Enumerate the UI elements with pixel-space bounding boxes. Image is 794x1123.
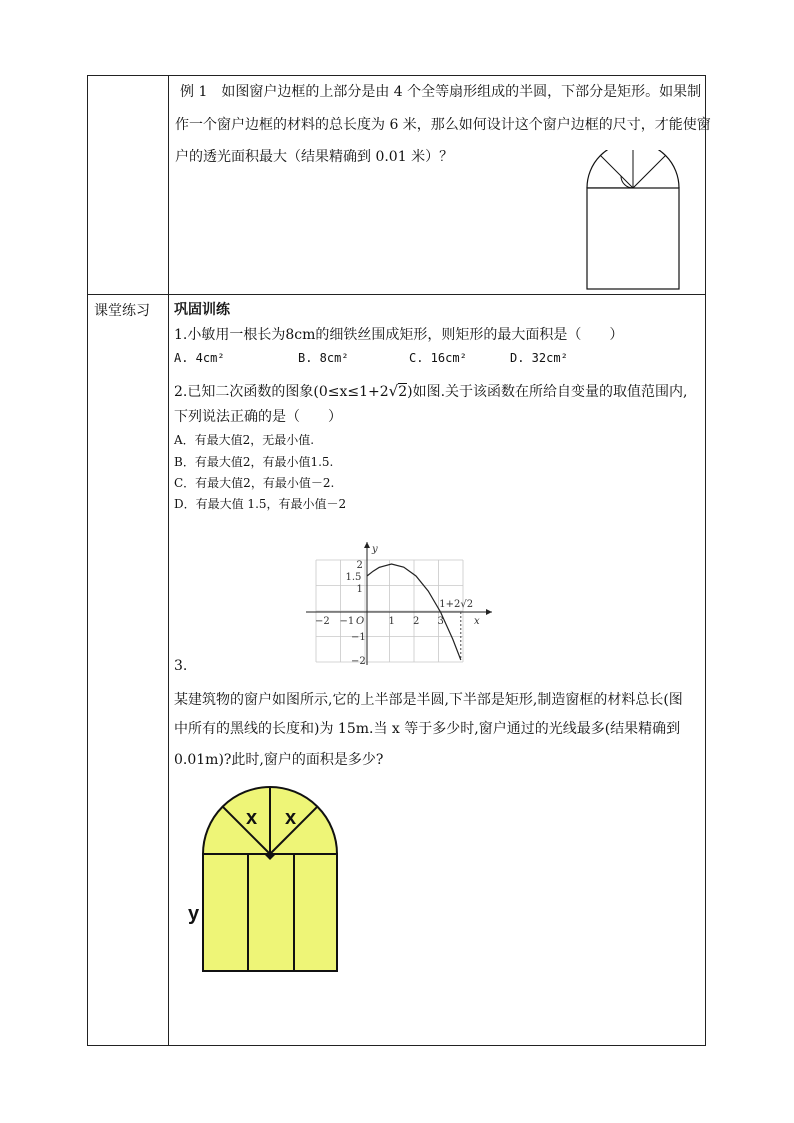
x-axis-arrow (486, 609, 492, 615)
q2-stem-line1 (174, 381, 688, 402)
q3-label-y: y (188, 903, 200, 925)
x-tick-label: −1 (339, 616, 355, 627)
x-tick-label: −2 (315, 616, 330, 627)
x-tick-label: 2 (413, 616, 420, 627)
row-label-class-practice: 课堂练习 (94, 303, 150, 319)
row-divider (88, 294, 705, 295)
q3-label-x-left: x (246, 807, 258, 829)
x-tick-label: 1 (388, 616, 395, 627)
q1-stem: 1.小敏用一根长为8cm的细铁丝围成矩形，则矩形的最大面积是（ ） (174, 327, 624, 343)
q2-stem-part1: 2.已知二次函数的图象(0≤x≤1+2 (174, 384, 389, 400)
example1-line1: 例 1 如图窗户边框的上部分是由 4 个全等扇形组成的半圆，下部分是矩形。如果制 (180, 84, 702, 100)
q3-line3: 0.01m)?此时,窗户的面积是多少? (174, 752, 384, 768)
y-tick-label: −2 (351, 656, 366, 665)
y-tick-label: 2 (356, 560, 363, 571)
x-tick-label: O (356, 616, 365, 627)
q2-option-a: A．有最大值2，无最小值. (174, 433, 315, 447)
q1-option-d: D. 32cm² (510, 351, 568, 365)
q1-option-a: A. 4cm² (174, 351, 225, 365)
q3-line1: 某建筑物的窗户如图所示,它的上半部是半圆,下半部是矩形,制造窗框的材料总长(图 (174, 692, 683, 708)
x-axis-label: x (474, 616, 480, 627)
q2-option-c: C．有最大值2，有最小值－2. (174, 476, 335, 490)
q3-line2: 中所有的黑线的长度和)为 15m.当 x 等于多少时,窗户通过的光线最多(结果精确到 (174, 721, 681, 737)
x-end-annotation: 1+2√2 (439, 599, 474, 610)
y-tick-label: 1.5 (345, 572, 362, 583)
q1-option-c: C. 16cm² (409, 351, 467, 365)
y-tick-label: 1 (356, 584, 363, 595)
q3-label-x-right: x (285, 807, 297, 829)
q2-function-graph (306, 540, 496, 665)
q2-stem-line2: 下列说法正确的是（ ） (174, 409, 342, 425)
y-axis-label: y (372, 544, 378, 555)
q2-sqrt-radicand: 2 (398, 384, 408, 400)
example1-line2: 作一个窗户边框的材料的总长度为 6 米，那么如何设计这个窗户边框的尺寸，才能使窗 (175, 117, 711, 133)
example1-line3: 户的透光面积最大（结果精确到 0.01 米）？ (175, 149, 454, 165)
consolidation-title: 巩固训练 (174, 302, 230, 318)
sqrt-sign: √ (388, 382, 399, 400)
window-figure-example1 (583, 150, 683, 292)
q2-option-d: D．有最大值 1.5，有最小值－2 (174, 497, 347, 511)
column-divider (168, 76, 169, 1045)
x-tick-label: 3 (437, 616, 444, 627)
y-tick-label: −1 (351, 632, 366, 643)
y-axis-arrow (364, 542, 370, 548)
chart-grid (316, 560, 463, 662)
q1-option-b: B. 8cm² (298, 351, 349, 365)
window-figure-q3 (186, 780, 346, 980)
q3-number: 3. (174, 658, 188, 674)
q2-stem-part2: )如图.关于该函数在所给自变量的取值范围内, (407, 384, 688, 400)
q2-option-b: B．有最大值2，有最小值1.5. (174, 455, 334, 469)
